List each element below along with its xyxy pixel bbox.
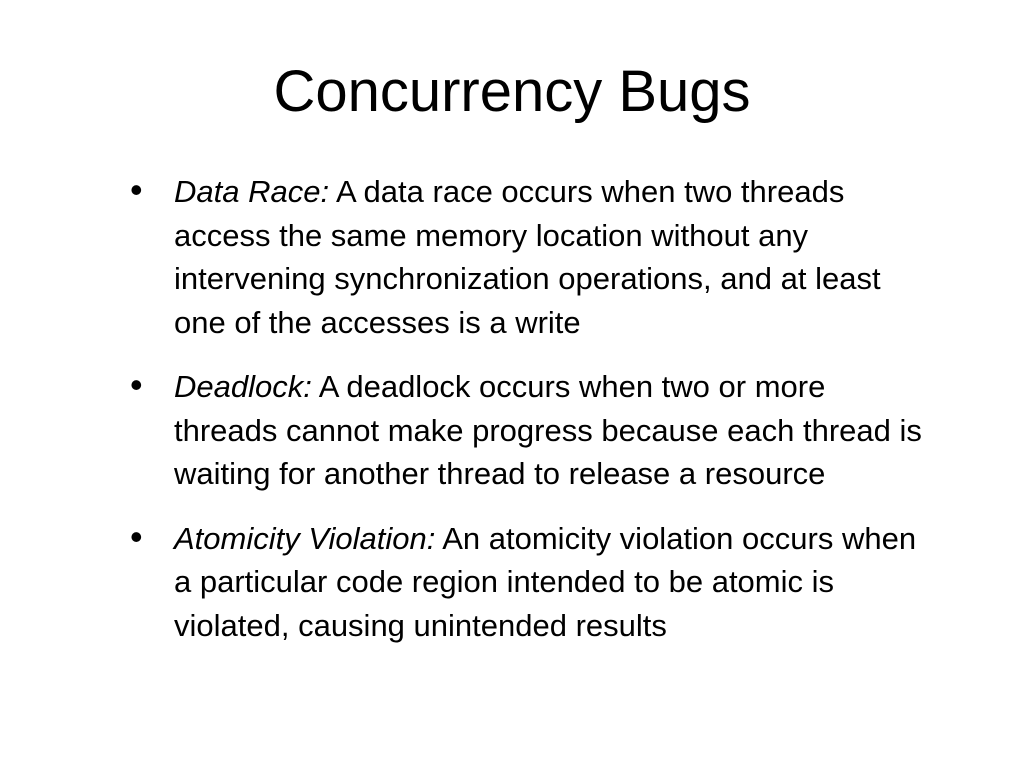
bullet-item-atomicity-violation bbox=[130, 517, 930, 648]
bullet-text: An atomicity violation occurs when a particular code region intended to be atomic is violated, causing unintended results bbox=[174, 520, 917, 643]
bullet-term: Deadlock: bbox=[174, 369, 312, 404]
bullet-list bbox=[130, 170, 930, 668]
bullet-item-data-race bbox=[130, 170, 930, 344]
bullet-dot-icon: • bbox=[130, 515, 143, 557]
bullet-term: Data Race: bbox=[174, 174, 330, 209]
slide-title: Concurrency Bugs bbox=[273, 59, 751, 124]
bullet-item-deadlock bbox=[130, 365, 930, 496]
bullet-text: A data race occurs when two threads access the same memory location without any intervening synchronization operations, and at least one of the accesses is a write bbox=[174, 174, 881, 340]
bullet-dot-icon: • bbox=[130, 169, 143, 210]
bullet-dot-icon: • bbox=[130, 364, 143, 405]
bullet-text: A deadlock occurs when two or more threads cannot make progress because each thread is waiting for another thread to release a resource bbox=[174, 369, 922, 491]
bullet-term: Atomicity Violation: bbox=[174, 520, 436, 556]
